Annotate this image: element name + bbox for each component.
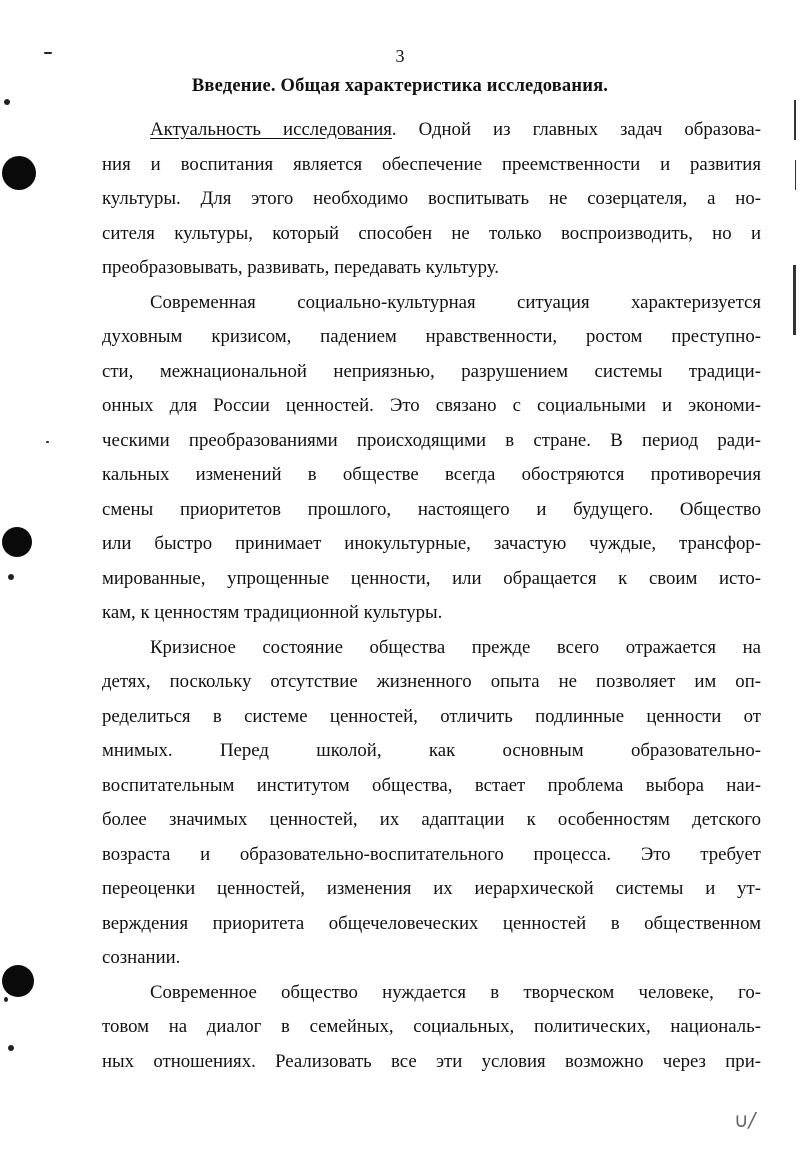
line-text: преобразовывать, развивать, передавать культуру. [102, 257, 500, 278]
text-line [102, 567, 761, 591]
text-line [102, 429, 761, 453]
text-line [102, 1015, 761, 1039]
line-text: ределиться в системе ценностей, отличить подлинные ценности от [102, 705, 761, 727]
underlined-term: Актуальность исследования [150, 119, 392, 140]
text-line [102, 394, 761, 418]
punch-hole-bottom [2, 965, 34, 997]
text-line [102, 946, 761, 970]
line-text: сителя культуры, который способен не только воспроизводить, но и [102, 222, 761, 244]
line-text: духовным кризисом, падением нравственности, ростом преступно- [102, 326, 761, 347]
line-text: культуры. Для этого необходимо воспитывать не созерцателя, а но- [102, 188, 761, 209]
text-line [102, 670, 761, 694]
scan-speck [8, 1045, 14, 1051]
line-text: мнимых. Перед школой, как основным образовательно- [102, 740, 761, 761]
line-text: смены приоритетов прошлого, настоящего и будущего. Общество [102, 498, 761, 520]
margin-scribble: ∪/ [734, 1108, 756, 1132]
line-text: ных отношениях. Реализовать все эти условия возможно через при- [102, 1050, 761, 1072]
text-line [102, 498, 761, 522]
line-text: . Одной из главных задач образова- [391, 119, 761, 140]
punch-hole-top [2, 156, 36, 190]
line-text: сти, межнациональной неприязнью, разрушением системы традици- [102, 360, 761, 382]
text-line [102, 705, 761, 729]
line-text: кальных изменений в обществе всегда обостряются противоречия [102, 464, 761, 485]
line-text: воспитательным институтом общества, встает проблема выбора наи- [102, 774, 761, 796]
text-line [102, 912, 761, 936]
text-line [150, 981, 761, 1005]
scan-speck [46, 441, 49, 443]
text-line [102, 1050, 761, 1074]
text-line [150, 291, 761, 315]
line-text: Современное общество нуждается в творческом человеке, го- [150, 981, 761, 1003]
text-line [102, 153, 761, 177]
text-line [102, 463, 761, 487]
line-text: переоценки ценностей, изменения их иерархической системы и ут- [102, 878, 761, 899]
line-text: ния и воспитания является обеспечение преемственности и развития [102, 153, 761, 175]
line-text: детях, поскольку отсутствие жизненного опыта не позволяет им оп- [102, 671, 761, 692]
line-text: Кризисное состояние общества прежде всего отражается на [150, 636, 761, 658]
line-text: более значимых ценностей, их адаптации к особенностям детского [102, 809, 761, 830]
scan-speck [4, 997, 8, 1002]
line-text: сознании. [102, 947, 181, 968]
text-line [102, 843, 761, 867]
line-text: верждения приоритета общечеловеческих ценностей в общественном [102, 912, 761, 934]
line-text: мированные, упрощенные ценности, или обращается к своим исто- [102, 567, 761, 589]
line-text: Современная социально-культурная ситуация характеризуется [150, 291, 761, 313]
text-line [102, 187, 761, 211]
text-line [102, 774, 761, 798]
text-line [102, 325, 761, 349]
scan-edge-mark [793, 265, 796, 335]
scan-edge-mark [794, 100, 796, 140]
text-line [102, 256, 761, 280]
text-line [102, 808, 761, 832]
text-line [102, 532, 761, 556]
text-line [102, 739, 761, 763]
line-text: онных для России ценностей. Это связано с социальными и экономи- [102, 395, 761, 416]
line-text: товом на диалог в семейных, социальных, политических, националь- [102, 1016, 761, 1037]
text-line [102, 360, 761, 384]
punch-hole-middle [2, 527, 32, 557]
line-text: возраста и образовательно-воспитательного процесса. Это требует [102, 843, 761, 865]
section-heading: Введение. Общая характеристика исследования. [191, 76, 609, 96]
text-line [102, 222, 761, 246]
text-line [102, 601, 761, 625]
text-line [102, 877, 761, 901]
line-text: кам, к ценностям традиционной культуры. [102, 602, 443, 623]
scan-speck [8, 574, 14, 580]
scan-speck [4, 99, 10, 105]
scan-edge-mark [795, 160, 796, 190]
line-text: ческими преобразованиями происходящими в стране. В период ради- [102, 429, 761, 451]
page-number: 3 [395, 46, 405, 66]
scan-speck [44, 52, 52, 54]
text-line [150, 636, 761, 660]
text-line [150, 118, 761, 142]
line-text: или быстро принимает инокультурные, зачастую чуждые, трансфор- [102, 533, 761, 554]
